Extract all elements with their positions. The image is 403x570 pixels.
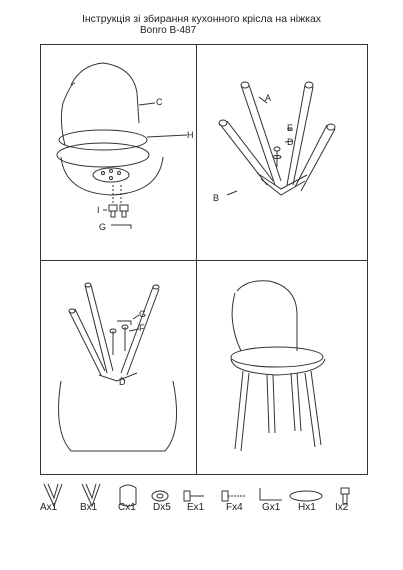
allen-key-icon (260, 488, 282, 500)
part-code-d: Dx5 (153, 502, 171, 513)
label-g: G (139, 309, 147, 319)
panel-attach-legs (41, 261, 195, 473)
label-c: C (156, 97, 163, 107)
panel-finished-chair (197, 261, 367, 473)
part-code-c: Cx1 (118, 502, 136, 513)
chair-back (237, 281, 297, 351)
washer-icon (152, 491, 168, 501)
seat-shell-back (71, 63, 139, 123)
part-code-g: Gx1 (262, 502, 281, 513)
part-code-b: Bx1 (80, 502, 98, 513)
long-bolt-icon (222, 491, 246, 501)
label-e: E (287, 123, 294, 133)
allen-key-icon (111, 225, 131, 229)
part-code-a: Ax1 (40, 502, 58, 513)
short-bolt-icon (184, 491, 204, 501)
seat-outline (59, 381, 177, 451)
label-a: A (265, 93, 272, 103)
label-g: G (99, 222, 107, 232)
model-number: Bonro B-487 (140, 25, 197, 36)
attach-legs-diagram (41, 261, 195, 473)
cushion-icon (290, 491, 322, 501)
part-code-h: Hx1 (298, 502, 316, 513)
long-bolt-icon (110, 325, 128, 355)
label-f: F (139, 323, 145, 333)
part-code-f: Fx4 (226, 502, 243, 513)
instruction-title: Інструкція зі збирання кухонного крісла на ніжках (81, 13, 322, 25)
label-h: H (187, 130, 194, 140)
part-code-i: Ix2 (335, 502, 349, 513)
seat-bottom (61, 157, 163, 195)
screw-icon (109, 205, 128, 217)
label-d: D (119, 377, 126, 387)
finished-chair-diagram (197, 261, 367, 473)
cushion-shape (59, 130, 147, 150)
panel-seat-assembly (41, 45, 195, 259)
part-code-e: Ex1 (187, 502, 205, 513)
label-b: B (213, 193, 220, 203)
allen-key-icon (117, 321, 131, 325)
seat-assembly-diagram (41, 45, 195, 259)
panel-legs-assembly (197, 45, 367, 259)
label-i: I (97, 205, 100, 215)
legs-assembly-diagram (197, 45, 367, 259)
label-d: D (287, 137, 294, 147)
chair-seat (231, 347, 323, 367)
